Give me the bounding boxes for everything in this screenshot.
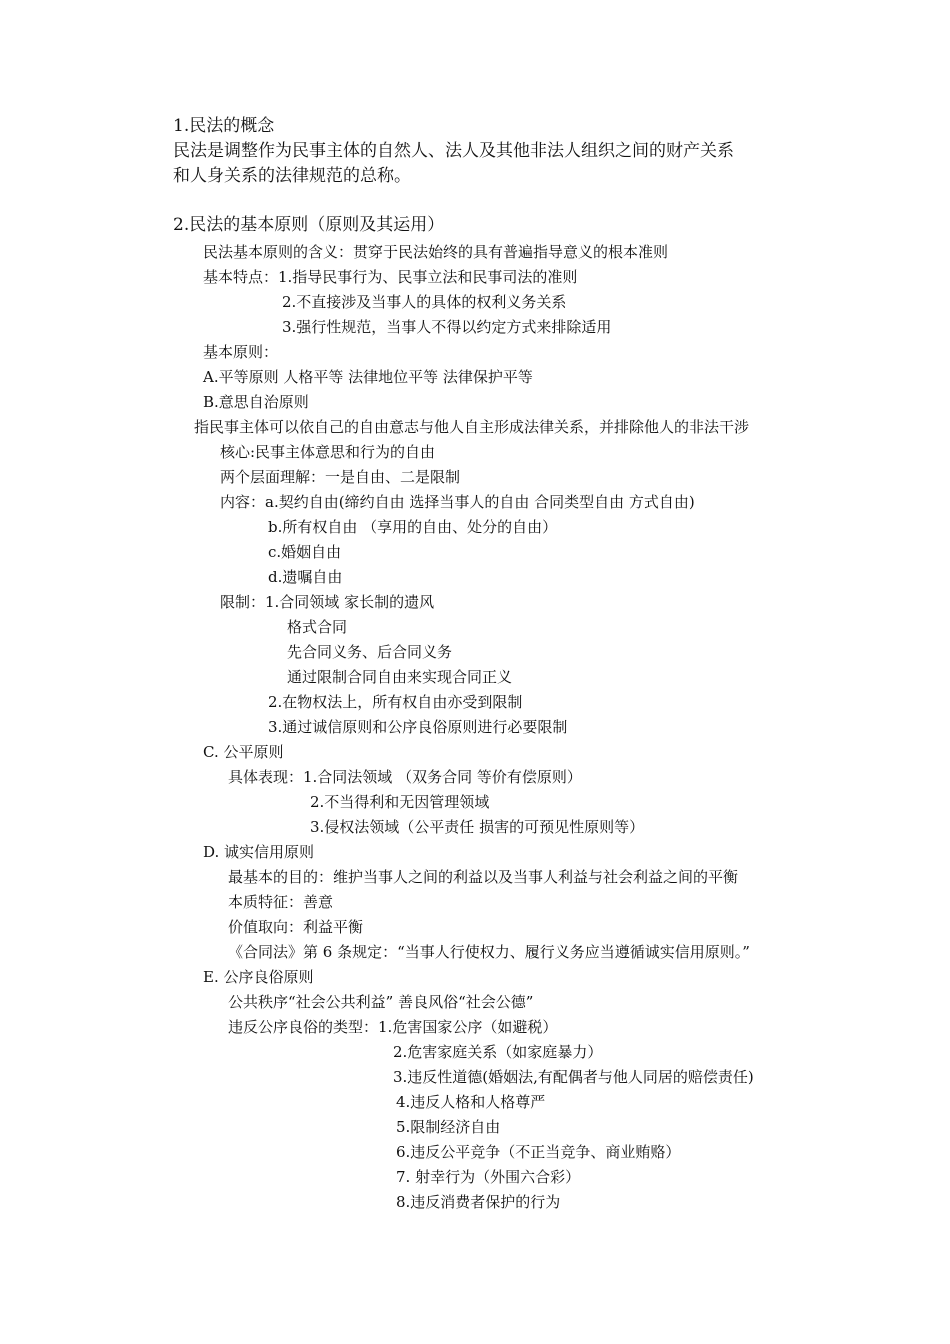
content-line: 内容：a.契约自由(缔约自由 选择当事人的自由 合同类型自由 方式自由) [220,493,695,511]
violation-type: 8.违反消费者保护的行为 [396,1193,561,1211]
principle-b-core: 核心:民事主体意思和行为的自由 [220,443,436,461]
feature-line: 基本特点：1.指导民事行为、民事立法和民事司法的准则 [203,268,578,286]
principle-b-title: B.意思自治原则 [203,393,309,411]
principles-label: 基本原则： [203,343,279,361]
principle-c-item: 3.侵权法领域（公平责任 损害的可预见性原则等） [310,818,645,836]
limit-line: 先合同义务、后合同义务 [287,643,453,661]
principle-a: A.平等原则 人格平等 法律地位平等 法律保护平等 [203,368,533,386]
principle-b-definition: 指民事主体可以依自己的自由意志与他人自主形成法律关系，并排除他人的非法干涉 [194,418,750,436]
principle-d-item: 最基本的目的：维护当事人之间的利益以及当事人利益与社会利益之间的平衡 [228,868,739,886]
principle-d-item: 《合同法》第 6 条规定：“当事人行使权力、履行义务应当遵循诚实信用原则。” [228,943,750,961]
violation-type: 5.限制经济自由 [396,1118,501,1136]
principle-c-item: 2.不当得利和无因管理领域 [310,793,490,811]
violation-type: 违反公序良俗的类型：1.危害国家公序（如避税） [228,1018,558,1036]
limit-line: 格式合同 [287,618,348,636]
principle-b-levels: 两个层面理解：一是自由、二是限制 [220,468,461,486]
principle-e-public: 公共秩序“社会公共利益” 善良风俗“社会公德” [228,993,534,1011]
principle-d-title: D. 诚实信用原则 [203,843,315,861]
principle-d-item: 价值取向：利益平衡 [228,918,364,936]
principle-c-title: C. 公平原则 [203,743,284,761]
violation-type: 2.危害家庭关系（如家庭暴力） [393,1043,603,1061]
section-1-text-line: 和人身关系的法律规范的总称。 [173,166,411,186]
feature-line: 2.不直接涉及当事人的具体的权利义务关系 [282,293,567,311]
violation-type: 3.违反性道德(婚姻法,有配偶者与他人同居的赔偿责任) [393,1068,754,1086]
violation-type: 6.违反公平竞争（不正当竞争、商业贿赂） [396,1143,681,1161]
limit-line: 通过限制合同自由来实现合同正义 [287,668,513,686]
feature-line: 3.强行性规范，当事人不得以约定方式来排除适用 [282,318,612,336]
principle-d-item: 本质特征：善意 [228,893,334,911]
section-1-text-line: 民法是调整作为民事主体的自然人、法人及其他非法人组织之间的财产关系 [173,141,734,161]
section-2-heading: 2.民法的基本原则（原则及其运用） [173,215,445,235]
content-line: c.婚姻自由 [268,543,342,561]
limit-line: 2.在物权法上，所有权自由亦受到限制 [268,693,523,711]
violation-type: 7. 射幸行为（外围六合彩） [396,1168,581,1186]
principle-c-item: 具体表现：1.合同法领域 （双务合同 等价有偿原则） [228,768,582,786]
section-1-heading: 1.民法的概念 [173,116,275,136]
principle-e-title: E. 公序良俗原则 [203,968,314,986]
content-line: b.所有权自由 （享用的自由、处分的自由） [268,518,558,536]
content-line: d.遗嘱自由 [268,568,343,586]
limit-line: 限制：1.合同领域 家长制的遗风 [220,593,435,611]
principles-meaning: 民法基本原则的含义：贯穿于民法始终的具有普遍指导意义的根本准则 [203,243,669,261]
limit-line: 3.通过诚信原则和公序良俗原则进行必要限制 [268,718,568,736]
violation-type: 4.违反人格和人格尊严 [396,1093,546,1111]
